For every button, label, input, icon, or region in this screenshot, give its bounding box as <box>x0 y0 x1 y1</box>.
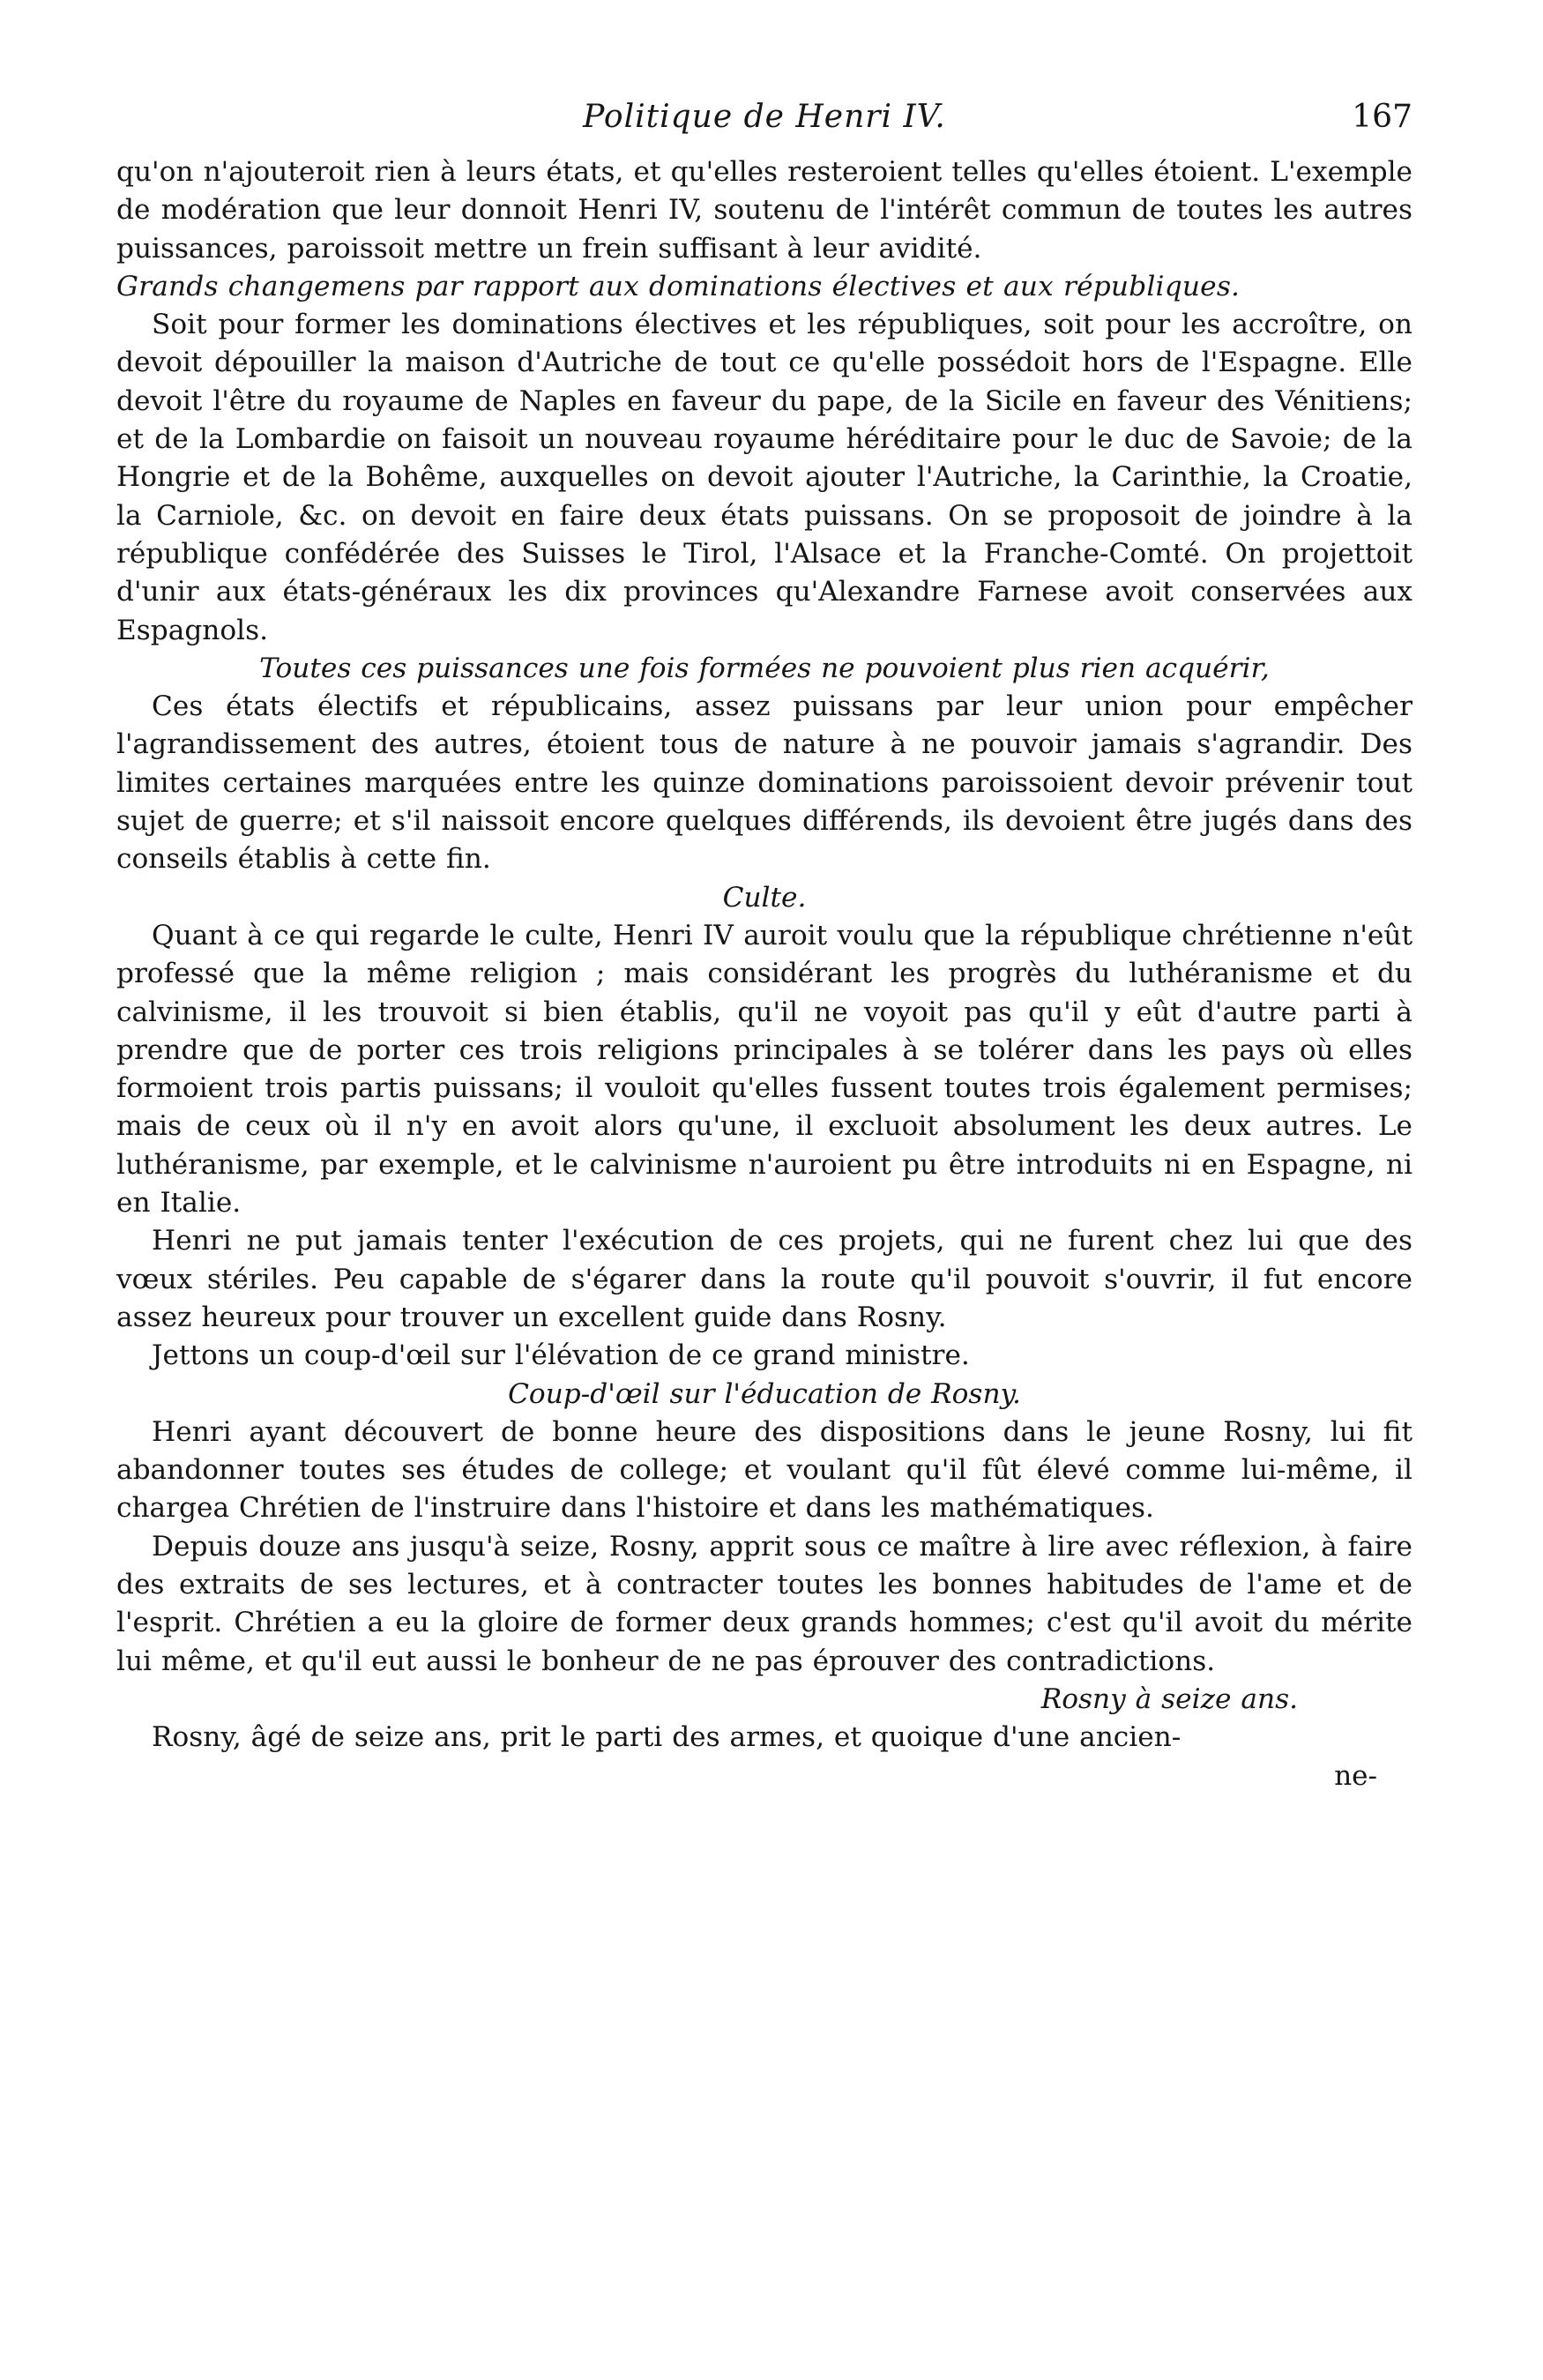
paragraph: Ces états électifs et républicains, assez puissans par leur union pour empêcher l'agrandissement des autres, étoient tous de nature à ne pouvoir jamais s'agrandir. Des limites certaines marquées entre les quinze dominations paroissoient devoir prévenir tout sujet de guerre; et s'il naissoit encore quelques différends, ils devoient être jugés dans des conseils établis à cette fin. <box>116 690 1413 876</box>
paragraph: Depuis douze ans jusqu'à seize, Rosny, apprit sous ce maître à lire avec réflexion, à faire des extraits de ses lectures, et à contracter toutes les bonnes habitudes de l'ame et de l'esprit. Chrétien a eu la gloire de former deux grands hommes; c'est qu'il avoit du mérite lui même, et qu'il eut aussi le bonheur de ne pas éprouver des contradictions. <box>116 1530 1413 1677</box>
marginal-heading: Toutes ces puissances une fois formées ne pouvoient plus rien acquérir, <box>259 652 1270 684</box>
paragraph: Henri ayant découvert de bonne heure des dispositions dans le jeune Rosny, lui fit abandonner toutes ses études de college; et voulant qu'il fût élevé comme lui-même, il chargea Chrétien de l'instruire dans l'histoire et dans les mathématiques. <box>116 1415 1413 1525</box>
body-text <box>116 153 1413 1757</box>
paragraph: Quant à ce qui regarde le culte, Henri IV auroit voulu que la république chrétienne n'eût professé que la même religion ; mais considérant les progrès du luthéranisme et du calvinisme, il les trouvoit si bien établis, qu'il ne voyoit pas qu'il y eût d'autre parti à prendre que de porter ces trois religions principales à se tolérer dans les pays où elles formoient trois partis puissans; il vouloit qu'elles fussent toutes trois également permises; mais de ceux où il n'y en avoit alors qu'une, il excluoit absolument les deux autres. Le luthéranisme, par exemple, et le calvinisme n'auroient pu être introduits ni en Espagne, ni en Italie. <box>116 919 1413 1220</box>
paragraph: qu'on n'ajouteroit rien à leurs états, et qu'elles resteroient telles qu'elles étoient. L'exemple de modération que leur donnoit Henri IV, soutenu de l'intérêt commun de toutes les autres puissances, paroissoit mettre un frein suffisant à leur avidité. <box>116 156 1413 265</box>
paragraph: Henri ne put jamais tenter l'exécution de ces projets, qui ne furent chez lui que des vœux stériles. Peu capable de s'égarer dans la route qu'il pouvoit s'ouvrir, il fut encore assez heureux pour trouver un excellent guide dans Rosny. <box>116 1225 1413 1333</box>
marginal-heading: Rosny à seize ans. <box>1040 1682 1298 1715</box>
book-page <box>116 99 1413 1792</box>
page-number: 167 <box>1352 99 1413 135</box>
paragraph: Rosny, âgé de seize ans, prit le parti des armes, et quoique d'une ancien- <box>152 1721 1181 1754</box>
page-header <box>116 99 1413 153</box>
marginal-heading: Coup-d'œil sur l'éducation de Rosny. <box>508 1377 1021 1410</box>
running-title: Politique de Henri IV. <box>583 99 946 135</box>
section-heading: Culte. <box>722 881 807 914</box>
marginal-heading: Grands changemens par rapport aux dominations électives et aux républiques. <box>116 270 1241 302</box>
paragraph: Soit pour former les dominations électives et les républiques, soit pour les accroître, on devoit dépouiller la maison d'Autriche de tout ce qu'elle possédoit hors de l'Espagne. Elle devoit l'être du royaume de Naples en faveur du pape, de la Sicile en faveur des Vénitiens; et de la Lombardie on faisoit un nouveau royaume héréditaire pour le duc de Savoie; de la Hongrie et de la Bohême, auxquelles on devoit ajouter l'Autriche, la Carinthie, la Croatie, la Carniole, &c. on devoit en faire deux états puissans. On se proposoit de joindre à la république confédérée des Suisses le Tirol, l'Alsace et la Franche-Comté. On projettoit d'unir aux états-généraux les dix provinces qu'Alexandre Farnese avoit conservées aux Espagnols. <box>116 309 1413 646</box>
paragraph: Jettons un coup-d'œil sur l'élévation de ce grand ministre. <box>152 1339 970 1372</box>
catchword: ne- <box>1334 1760 1377 1793</box>
